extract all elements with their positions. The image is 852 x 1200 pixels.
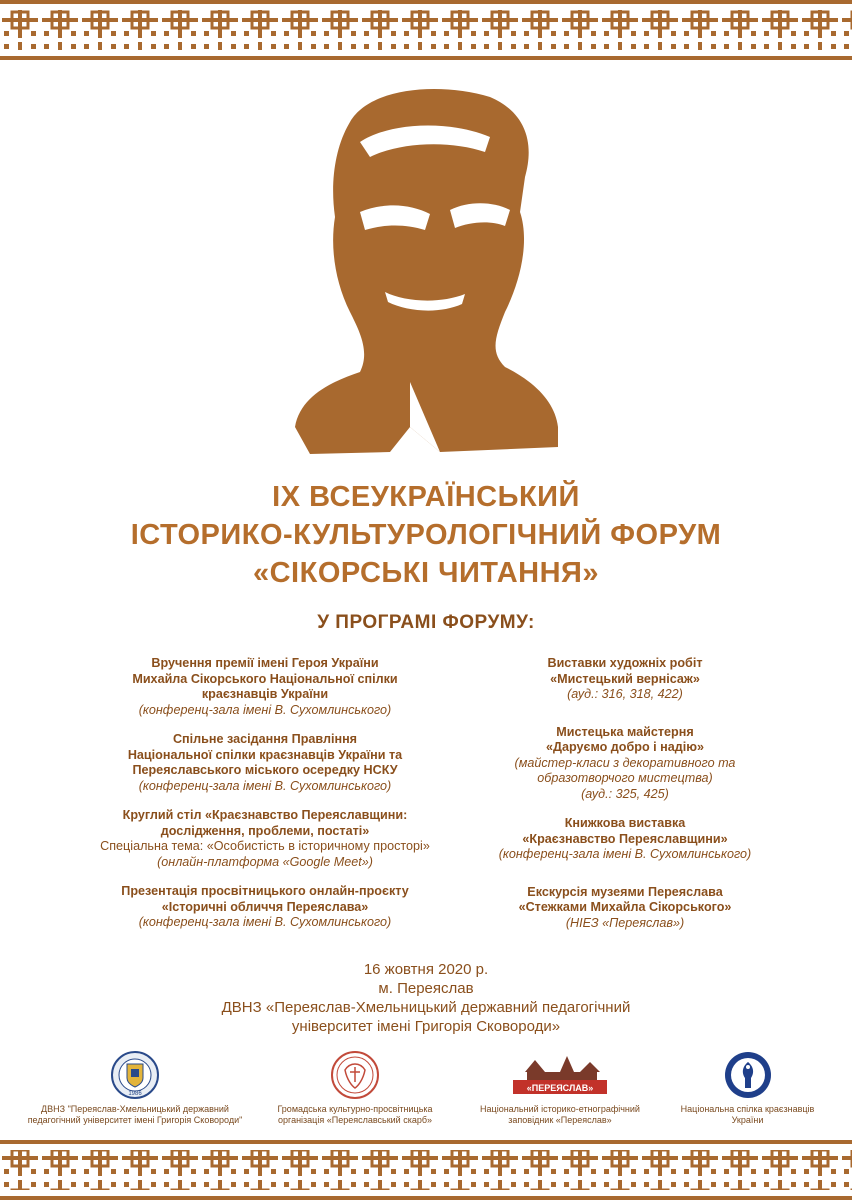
logo-caption: педагогічний університет імені Григорія Сковороди" <box>27 1115 243 1125</box>
item-location: (ауд.: 316, 318, 422) <box>567 687 683 701</box>
title-line-1: IX ВСЕУКРАЇНСЬКИЙ <box>272 481 580 513</box>
item-location: (конференц-зала імені В. Сухомлинського) <box>138 915 392 929</box>
item-title: «Краєзнавство Переяславщини» <box>522 831 728 846</box>
top-ornament-border <box>0 0 852 62</box>
item-title: Переяславського міського осередку НСКУ <box>132 763 398 777</box>
pereyaslav-reserve-logo-icon <box>505 1050 615 1100</box>
item-location: (онлайн-платформа «Google Meet») <box>157 854 373 869</box>
event-date: 16 жовтня 2020 р. <box>363 961 489 978</box>
logo-ethnographers-union <box>665 1050 830 1126</box>
program-item <box>80 808 450 870</box>
item-title: Круглий стіл «Краєзнавство Переяславщини: <box>122 808 408 822</box>
program-heading: У ПРОГРАМІ ФОРУМУ: <box>317 612 535 633</box>
program-item <box>80 884 450 931</box>
ethnographers-union-emblem-icon <box>723 1050 773 1100</box>
item-title: краєзнавців України <box>201 687 329 701</box>
item-location: образотворчого мистецтва) <box>537 771 713 785</box>
logo-caption: Громадська культурно-просвітницька <box>277 1104 433 1114</box>
item-location: (НІЕЗ «Переяслав») <box>565 915 685 930</box>
item-title: Михайла Сікорського Національної спілки <box>132 671 398 686</box>
item-location: (конференц-зала імені В. Сухомлинського) <box>498 847 752 861</box>
svg-text:«ПЕРЕЯСЛАВ»: «ПЕРЕЯСЛАВ» <box>526 1083 594 1093</box>
pereyaslav-treasure-emblem-icon <box>330 1050 380 1100</box>
partner-logos <box>0 1050 852 1140</box>
title-line-3: «СІКОРСЬКІ ЧИТАННЯ» <box>252 557 600 589</box>
item-location: (конференц-зала імені В. Сухомлинського) <box>138 778 392 793</box>
event-venue-line-1: ДВНЗ «Переяслав-Хмельницький державний педагогічний <box>221 999 631 1016</box>
item-location: (майстер-класи з декоративного та <box>514 755 736 770</box>
item-title: Національної спілки краєзнавців України та <box>127 747 403 762</box>
program-item <box>80 656 450 718</box>
program-item <box>455 885 795 932</box>
logo-caption: організація «Переяславський скарб» <box>277 1115 433 1125</box>
item-title: «Мистецький вернісаж» <box>550 671 700 686</box>
item-location: (ауд.: 325, 425) <box>581 786 669 801</box>
item-location: (конференц-зала імені В. Сухомлинського) <box>138 702 392 717</box>
item-title: «Стежками Михайла Сікорського» <box>518 900 732 914</box>
forum-title <box>0 478 852 592</box>
logo-treasure <box>255 1050 455 1126</box>
portrait-silhouette-icon <box>290 82 560 462</box>
program-item <box>455 725 795 803</box>
logo-caption: заповідник «Переяслав» <box>508 1115 612 1125</box>
logo-caption: ДВНЗ "Переяслав-Хмельницький державний <box>41 1104 229 1114</box>
program-left-column <box>80 656 450 945</box>
item-title: Спільне засідання Правління <box>172 732 358 746</box>
item-title: «Даруємо добро і надію» <box>545 740 705 754</box>
event-city: м. Переяслав <box>378 980 474 997</box>
svg-text:1986: 1986 <box>128 1091 142 1097</box>
program-item <box>80 732 450 794</box>
university-crest-icon <box>110 1050 160 1100</box>
item-title: Виставки художніх робіт <box>547 656 703 670</box>
item-title: Книжкова виставка <box>564 816 686 830</box>
item-title: «Історичні обличчя Переяслава» <box>161 899 369 914</box>
item-title: Екскурсія музеями Переяслава <box>527 884 723 899</box>
program-right-column <box>455 656 795 945</box>
logo-caption: Національний історико-етнографічний <box>480 1104 640 1114</box>
item-title: Вручення премії імені Героя України <box>151 656 379 670</box>
logo-caption: України <box>731 1115 764 1125</box>
item-title: Мистецька майстерня <box>556 724 694 739</box>
event-venue-line-2: університет імені Григорія Сковороди» <box>291 1018 561 1035</box>
event-footer <box>0 960 852 1036</box>
program-item <box>455 816 795 863</box>
program-item <box>455 656 795 703</box>
item-topic: Спеціальна тема: «Особистість в історичному просторі» <box>100 839 430 853</box>
logo-reserve <box>460 1050 660 1126</box>
title-line-2: ІСТОРИКО-КУЛЬТУРОЛОГІЧНИЙ ФОРУМ <box>130 519 722 551</box>
logo-caption: Національна спілка краєзнавців <box>680 1104 815 1114</box>
logo-university <box>20 1050 250 1126</box>
item-title: дослідження, проблеми, постаті» <box>160 823 370 838</box>
item-title: Презентація просвітницького онлайн-проєкту <box>121 884 409 898</box>
bottom-ornament-border <box>0 1138 852 1200</box>
